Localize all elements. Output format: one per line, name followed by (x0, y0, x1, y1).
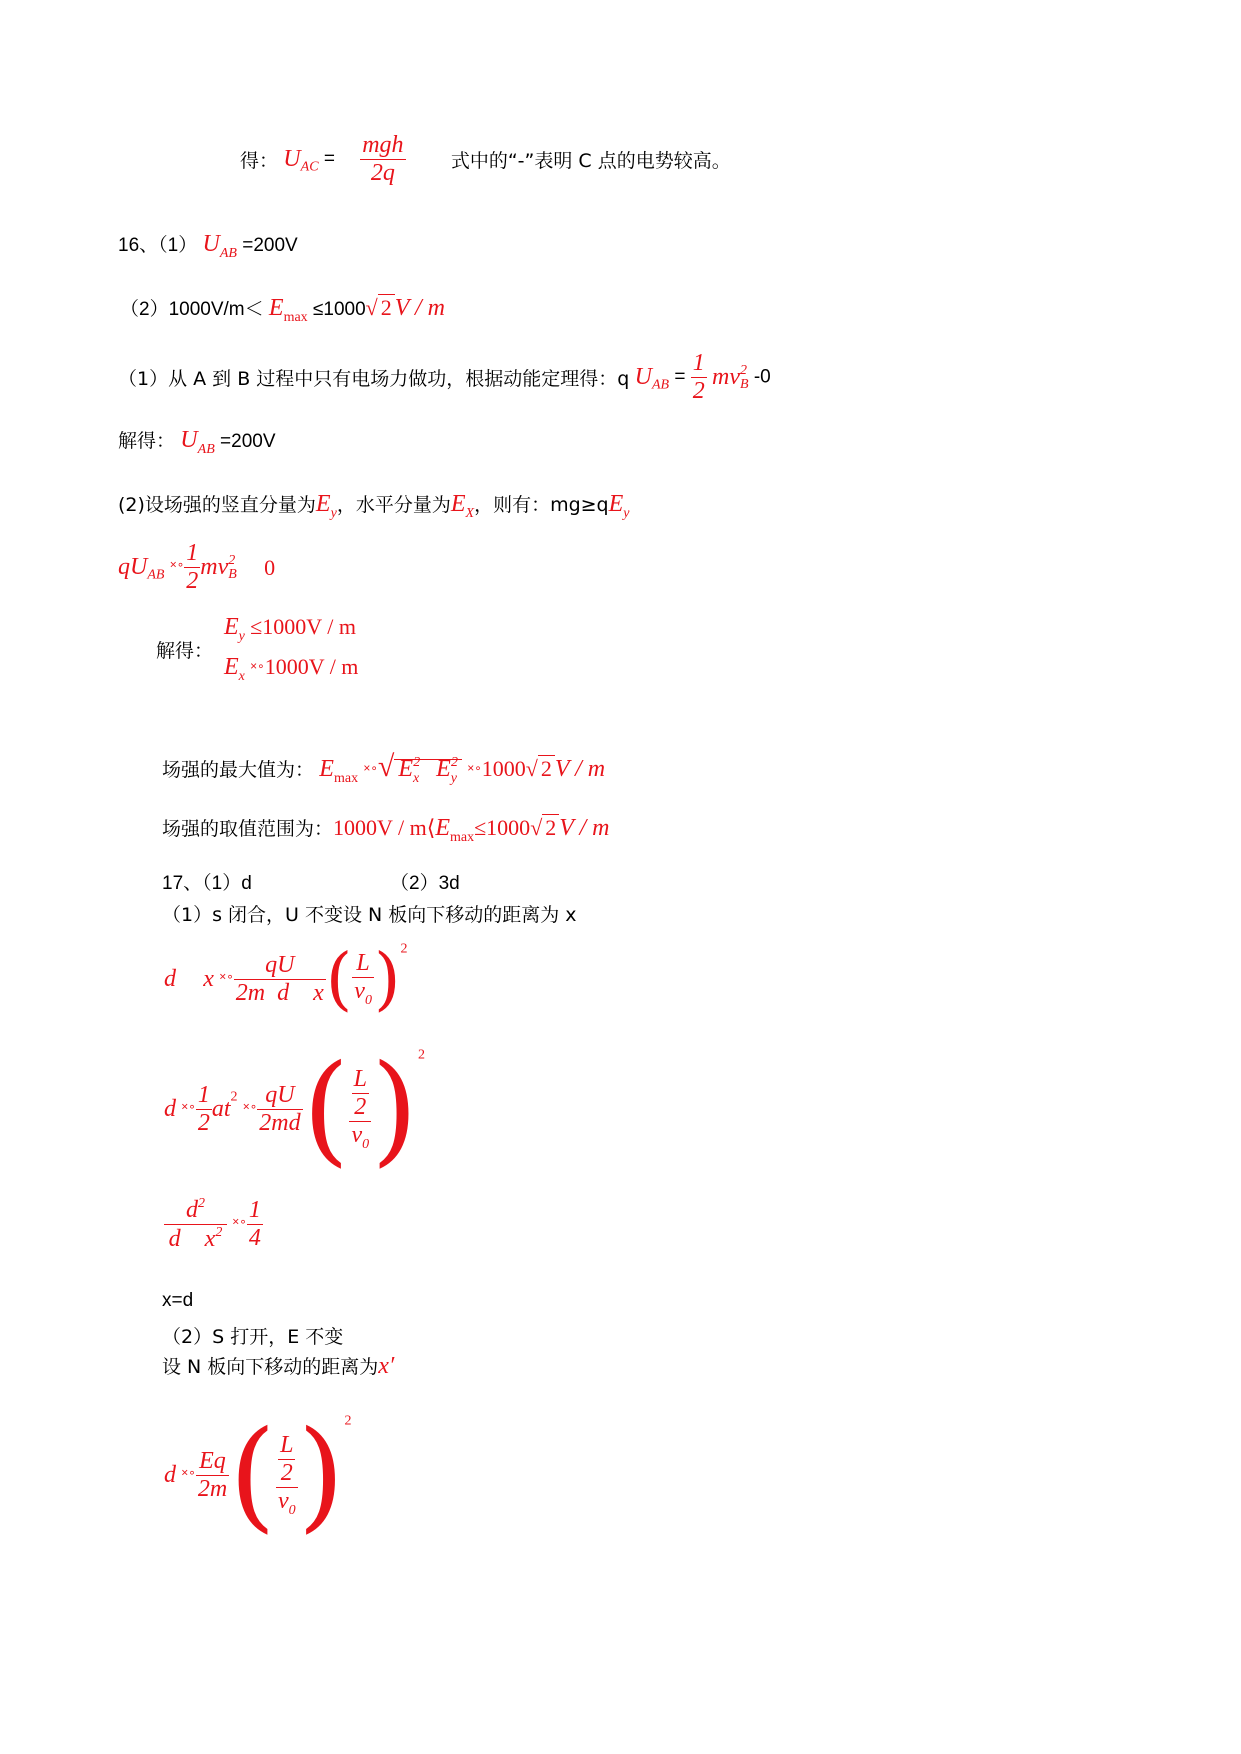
subscript: AC (300, 159, 319, 175)
symbol-u: U (180, 427, 198, 453)
inner-fraction (352, 950, 374, 1009)
denominator: 2q (370, 160, 395, 186)
unit: V / m (394, 295, 445, 321)
denominator: 2 (197, 1110, 210, 1136)
denominator: $v_0$ (354, 978, 372, 1008)
garbled-glyph: ×∘ (232, 1214, 247, 1229)
ey: E (436, 756, 451, 782)
line-17-2: （2）S 打开，E 不变 (162, 1326, 344, 1348)
subscript-y: y (238, 629, 245, 644)
denominator: $v_0$ (277, 1488, 296, 1518)
d: d (164, 966, 176, 992)
numerator: mgh (362, 132, 404, 158)
line-solve (118, 426, 276, 458)
numerator: 1 (197, 1082, 210, 1108)
symbol-ey: E (315, 491, 331, 517)
exponent: 2 (230, 1089, 238, 1105)
numerator: qU (257, 1082, 302, 1110)
mv: mv (200, 554, 229, 580)
value: =200V (242, 235, 298, 256)
numerator: 1 (692, 350, 705, 376)
numerator: $d^2$ (164, 1196, 227, 1225)
prefix: 解得： (118, 430, 176, 452)
subscript: AB (147, 567, 165, 583)
symbol-u: U (634, 364, 652, 390)
fraction-result (247, 1197, 263, 1252)
tail: -0 (753, 366, 771, 388)
mid: ≤1000 (312, 299, 366, 320)
sub-y: y (450, 771, 457, 786)
qu: qU (118, 554, 148, 580)
numerator: 1 (186, 540, 199, 566)
numerator: Eq (196, 1448, 229, 1476)
text-c: ，则有：mg≥q (474, 494, 609, 516)
explanation: 式中的“-”表明 C 点的电势较高。 (450, 150, 731, 172)
line-energy (118, 350, 771, 405)
result: 1000 (481, 756, 526, 781)
sqrt-sign: √ (530, 815, 543, 840)
zero: 0 (264, 554, 276, 580)
subscript: B (740, 376, 749, 392)
symbol-e: E (435, 815, 450, 841)
numerator: L (352, 950, 374, 978)
sqrt-sign: √ (365, 295, 378, 320)
exponent: 2 (417, 1047, 425, 1063)
sqrt-sign: √ (377, 750, 395, 783)
answer-2: （2）3d (390, 873, 460, 894)
numerator: $\frac{L}{2}$ (276, 1432, 298, 1488)
sub-x: x (413, 771, 420, 786)
line-17-1: （1）s 闭合，U 不变设 N 板向下移动的距离为 x (162, 904, 577, 926)
fraction-half (196, 1082, 212, 1137)
mv: mv (712, 364, 740, 390)
text: （1）从 A 到 B 过程中只有电场力做功，根据动能定理得：q (118, 368, 630, 390)
line-16-2 (120, 294, 445, 326)
line-16-1 (118, 230, 298, 262)
row2: 1000V / m (264, 654, 359, 679)
line-eq4: d ×∘ $\frac{Eq}{2m}$ ( $\frac{\frac{L}{2}}{v_0}$ )$^2$ (164, 1406, 352, 1545)
denominator: 2 (692, 378, 705, 404)
symbol-e: E (268, 295, 284, 321)
subscript: AB (197, 442, 215, 457)
symbol-u: U (283, 146, 301, 172)
subscript: AB (651, 377, 670, 393)
label: 解得： (156, 640, 214, 662)
upper: ≤1000 (474, 815, 531, 840)
fraction (184, 540, 200, 595)
equals: = (674, 366, 691, 388)
unit: V / m (559, 815, 610, 841)
line-result-x: x=d (162, 1290, 194, 1311)
numerator: $\frac{L}{2}$ (349, 1066, 371, 1122)
numerator: qU (234, 952, 326, 980)
numerator: 1 (248, 1197, 261, 1223)
line-quab (118, 540, 275, 595)
answer-1: 17、（1）d (162, 873, 252, 894)
garbled-glyph: ×∘ (363, 761, 378, 775)
fraction (360, 132, 405, 187)
x: x (203, 966, 214, 992)
garbled-glyph: ×∘ (219, 969, 234, 984)
prefix: 16、（1） (118, 235, 198, 256)
at: at (211, 1096, 231, 1122)
line-components (118, 490, 630, 522)
inner-fraction (349, 1066, 371, 1153)
symbol-ex: E (224, 654, 239, 680)
subscript-y2: y (623, 506, 630, 521)
subscript: max (333, 771, 359, 786)
symbol-ey: E (224, 614, 239, 640)
garbled-glyph: ×∘ (467, 761, 482, 775)
line-eq3 (164, 1196, 263, 1253)
prefix: （2）1000V/m＜ (120, 299, 264, 320)
symbol-ex: E (450, 491, 466, 517)
fraction (234, 952, 326, 1007)
lower: 1000V / m⟨ (333, 815, 436, 840)
d: d (164, 1096, 176, 1122)
denominator: 2m d x (235, 980, 324, 1006)
fraction (691, 350, 707, 405)
denominator: 2 (186, 568, 199, 594)
garbled-glyph: ×∘ (242, 1099, 258, 1114)
garbled-glyph: ×∘ (169, 557, 185, 572)
exponent: 2 (344, 1413, 352, 1429)
subscript-y: y (330, 506, 337, 521)
denominator: 2m (197, 1476, 228, 1502)
row1: ≤1000V / m (250, 614, 356, 639)
garbled-glyph: ×∘ (181, 1465, 196, 1480)
value: =200V (220, 431, 276, 452)
equals: = (323, 148, 341, 170)
line-max (162, 750, 605, 787)
exponent: 2 (400, 941, 408, 957)
fraction (196, 1448, 229, 1503)
fraction (164, 1196, 227, 1253)
x-prime: x′ (378, 1353, 395, 1379)
subscript: B (228, 566, 237, 582)
subscript-x: x (238, 669, 245, 684)
subscript: max (283, 310, 308, 325)
line-range (162, 814, 610, 846)
denominator: $v_0$ (351, 1122, 370, 1152)
label: 场强的取值范围为： (162, 818, 334, 840)
sup-two: 2 (413, 755, 421, 770)
line-eq2: d ×∘ $\frac{1}{2}$ $at^2$ ×∘ $\frac{qU}{2md}$ ( $\frac{\frac{L}{2}}{v_0}$ )$^2$ (164, 1040, 425, 1179)
fraction (257, 1082, 302, 1137)
sqrt-content: 2 (542, 814, 559, 840)
ex: E (398, 756, 414, 782)
unit: V / m (554, 756, 606, 782)
sqrt-sign: √ (525, 756, 538, 781)
denominator: d $x^2$ (168, 1225, 223, 1252)
text-b: ，水平分量为 (336, 494, 451, 516)
superscript: 2 (228, 552, 236, 568)
inner-fraction (276, 1432, 298, 1519)
subscript-x: X (465, 506, 475, 521)
line-eq1: d x ×∘ $\frac{qU}{\text{2m d x}}$ ( $\frac{L}{v_0}$ )$^2$ (164, 940, 408, 1019)
subscript: AB (219, 246, 237, 261)
line-uac (240, 132, 731, 187)
superscript: 2 (740, 362, 747, 378)
symbol-ey2: E (608, 491, 624, 517)
sup-two: 2 (450, 755, 458, 770)
denominator: 2md (259, 1110, 301, 1136)
sqrt-content: 2 (538, 755, 555, 781)
line-set-xp (162, 1352, 394, 1380)
garbled-glyph: ×∘ (181, 1099, 196, 1114)
denominator: 4 (248, 1225, 261, 1251)
prefix: 得： (240, 150, 279, 172)
line-17 (162, 868, 460, 895)
sqrt-content: 2 (378, 294, 395, 320)
symbol-e: E (319, 756, 334, 782)
symbol-u: U (202, 231, 220, 257)
text-a: (2)设场强的竖直分量为 (118, 494, 316, 516)
garbled-glyph: ×∘ (250, 659, 265, 673)
label: 场强的最大值为： (162, 759, 315, 781)
text: 设 N 板向下移动的距离为 (162, 1356, 379, 1378)
d: d (164, 1462, 176, 1488)
subscript: max (450, 830, 475, 845)
